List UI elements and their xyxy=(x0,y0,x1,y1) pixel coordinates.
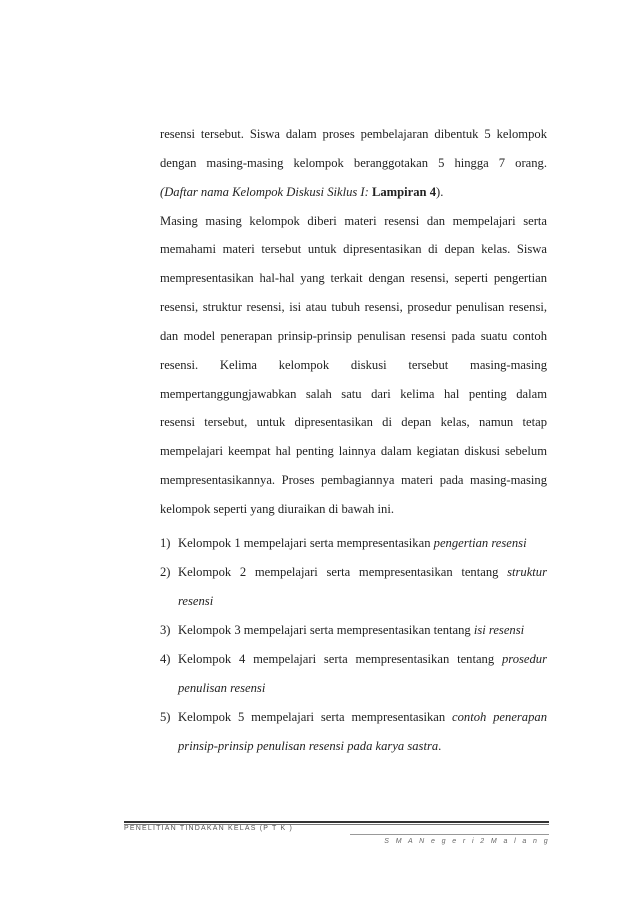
paragraph-line: mempelajari keempat hal penting lainnya dalam kegiatan diskusi sebelum xyxy=(160,444,547,458)
list-number: 1) xyxy=(160,536,171,550)
list-item xyxy=(178,709,547,725)
list-item-continuation: penulisan resensi xyxy=(178,681,266,695)
list-number: 2) xyxy=(160,565,171,579)
paragraph-line: dengan masing-masing kelompok beranggotakan 5 hingga 7 orang. xyxy=(160,156,547,170)
list-item-continuation: resensi xyxy=(178,594,214,608)
footer-right-text: S M A N e g e r i 2 M a l a n g xyxy=(384,838,550,845)
list-item-topic: isi resensi xyxy=(473,623,525,637)
list-item xyxy=(178,564,547,580)
paragraph-line: resensi tersebut, untuk dipresentasikan di depan kelas, namun tetap xyxy=(160,415,547,429)
paragraph-line: Masing masing kelompok diberi materi resensi dan mempelajari serta xyxy=(160,214,547,228)
footer-right-rule xyxy=(350,834,549,835)
paragraph-line: dan model penerapan prinsip-prinsip penulisan resensi pada suatu contoh xyxy=(160,329,547,343)
paragraph-line: memahami materi tersebut untuk dipresentasikan di depan kelas. Siswa xyxy=(160,242,547,256)
footer-rule xyxy=(124,821,549,823)
paragraph-line: mempresentasikan hal-hal yang terkait dengan resensi, seperti pengertian xyxy=(160,271,547,285)
paragraph-line: resensi tersebut. Siswa dalam proses pembelajaran dibentuk 5 kelompok xyxy=(160,127,547,141)
list-item-text: Kelompok 2 mempelajari serta mempresentasikan tentang xyxy=(178,565,508,579)
list-item-text: Kelompok 5 mempelajari serta mempresentasikan xyxy=(178,710,453,724)
paragraph-line xyxy=(160,184,547,200)
list-number: 4) xyxy=(160,652,171,666)
lampiran-ref-italic: (Daftar nama Kelompok Diskusi Siklus I: xyxy=(160,185,372,199)
list-item-text: Kelompok 4 mempelajari serta mempresentasikan tentang xyxy=(178,652,502,666)
list-item-continuation-text: prinsip-prinsip penulisan resensi pada karya sastra xyxy=(178,739,439,753)
list-item-topic: struktur xyxy=(507,565,547,579)
paragraph-line: resensi, struktur resensi, isi atau tubuh resensi, prosedur penulisan resensi, xyxy=(160,300,547,314)
list-item-topic: contoh penerapan xyxy=(452,710,547,724)
list-item xyxy=(178,622,547,638)
list-item-continuation: prinsip-prinsip penulisan resensi pada karya sastra. xyxy=(178,739,442,753)
lampiran-ref-end: ). xyxy=(436,185,444,199)
lampiran-ref-bold: Lampiran 4 xyxy=(371,185,437,199)
list-item-topic: prosedur xyxy=(501,652,547,666)
list-item-text: Kelompok 3 mempelajari serta mempresentasikan tentang xyxy=(178,623,474,637)
list-item-topic: pengertian resensi xyxy=(433,536,527,550)
list-item xyxy=(178,651,547,667)
list-number: 3) xyxy=(160,623,171,637)
paragraph-line: resensi. Kelima kelompok diskusi tersebut masing-masing xyxy=(160,358,547,372)
list-item-text: Kelompok 1 mempelajari serta mempresentasikan xyxy=(178,536,434,550)
paragraph-line: mempresentasikannya. Proses pembagiannya materi pada masing-masing xyxy=(160,473,547,487)
paragraph-line: kelompok seperti yang diuraikan di bawah ini. xyxy=(160,502,394,516)
footer-left-text: PENELITIAN TINDAKAN KELAS (P T K ) xyxy=(124,825,294,832)
list-item xyxy=(178,535,547,551)
paragraph-line: mempertanggungjawabkan salah satu dari kelima hal penting dalam xyxy=(160,387,547,401)
list-number: 5) xyxy=(160,710,171,724)
